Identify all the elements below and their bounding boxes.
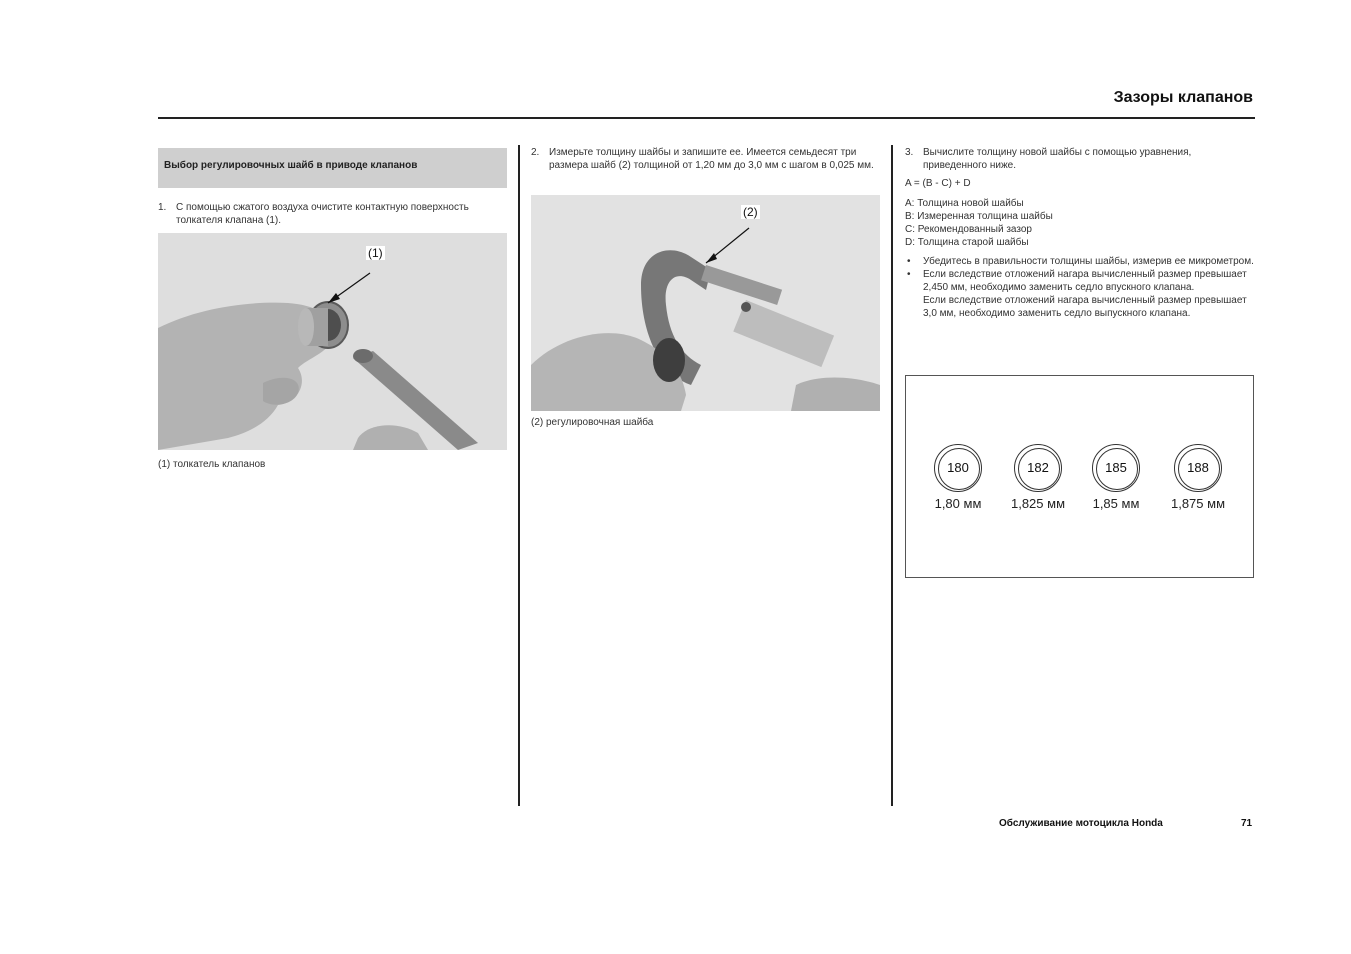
figure-caption-2: (2) регулировочная шайба (531, 417, 654, 428)
definition-a: A: Толщина новой шайбы (905, 198, 1024, 209)
callout-2: (2) (743, 205, 758, 219)
title-rule (158, 117, 1255, 119)
shim-size: 1,80 мм (934, 496, 982, 511)
page-number: 71 (1241, 818, 1253, 829)
note-continuation: Если вследствие отложений нагара вычисленный размер превышает 3,0 мм, необходимо заменить седло выпускного клапана. (923, 295, 1247, 319)
shim-ring-icon (1092, 444, 1140, 492)
shim-item (918, 444, 998, 511)
note-item: • Если вследствие отложений нагара вычисленный размер превышает 2,450 мм, необходимо заменить седло впускного клапана. (905, 268, 1255, 294)
definition-c: C: Рекомендованный зазор (905, 224, 1032, 235)
definition-d: D: Толщина старой шайбы (905, 237, 1029, 248)
definition-b: B: Измеренная толщина шайбы (905, 211, 1053, 222)
callout-1: (1) (368, 246, 383, 260)
note-item: • Убедитесь в правильности толщины шайбы, измерив ее микрометром. (905, 255, 1255, 268)
step-text: С помощью сжатого воздуха очистите контактную поверхность толкателя клапана (1). (176, 202, 469, 226)
section-title: Выбор регулировочных шайб в приводе клапанов (164, 160, 418, 171)
shim-item (998, 444, 1078, 511)
tappet-illustration (158, 233, 507, 450)
page-title: Зазоры клапанов (1113, 89, 1253, 106)
section-header (158, 148, 507, 188)
shim-item (1076, 444, 1156, 511)
step-text: Измерьте толщину шайбы и запишите ее. Имеется семьдесят три размера шайб (2) толщиной от 1,20 мм до 3,0 мм с шагом в 0,025 мм. (549, 147, 874, 171)
column-divider-left (518, 145, 520, 806)
step-number: 3. (905, 147, 914, 158)
shim-sizes-figure (905, 375, 1254, 578)
tappet-photo (158, 233, 507, 450)
micrometer-photo (531, 195, 880, 411)
column-divider-right (891, 145, 893, 806)
shim-ring-icon (1014, 444, 1062, 492)
shim-item (1158, 444, 1238, 511)
notes-list (905, 255, 1255, 320)
shim-size: 1,825 мм (1010, 496, 1066, 511)
shim-code: 182 (1027, 460, 1049, 475)
shim-code: 188 (1187, 460, 1209, 475)
micrometer-illustration (531, 195, 880, 411)
formula: A = (B - C) + D (905, 178, 971, 189)
step-number: 1. (158, 202, 167, 213)
shim-code: 180 (947, 460, 969, 475)
figure-caption-1: (1) толкатель клапанов (158, 459, 266, 470)
definitions-list (905, 197, 1053, 249)
footer-title: Обслуживание мотоцикла Honda (999, 818, 1163, 829)
shim-size: 1,85 мм (1092, 496, 1140, 511)
step-number: 2. (531, 147, 540, 158)
shim-ring-icon (1174, 444, 1222, 492)
shim-ring-icon (934, 444, 982, 492)
shim-size: 1,875 мм (1170, 496, 1226, 511)
step-text: Вычислите толщину новой шайбы с помощью уравнения, приведенного ниже. (923, 147, 1192, 171)
shim-code: 185 (1105, 460, 1127, 475)
